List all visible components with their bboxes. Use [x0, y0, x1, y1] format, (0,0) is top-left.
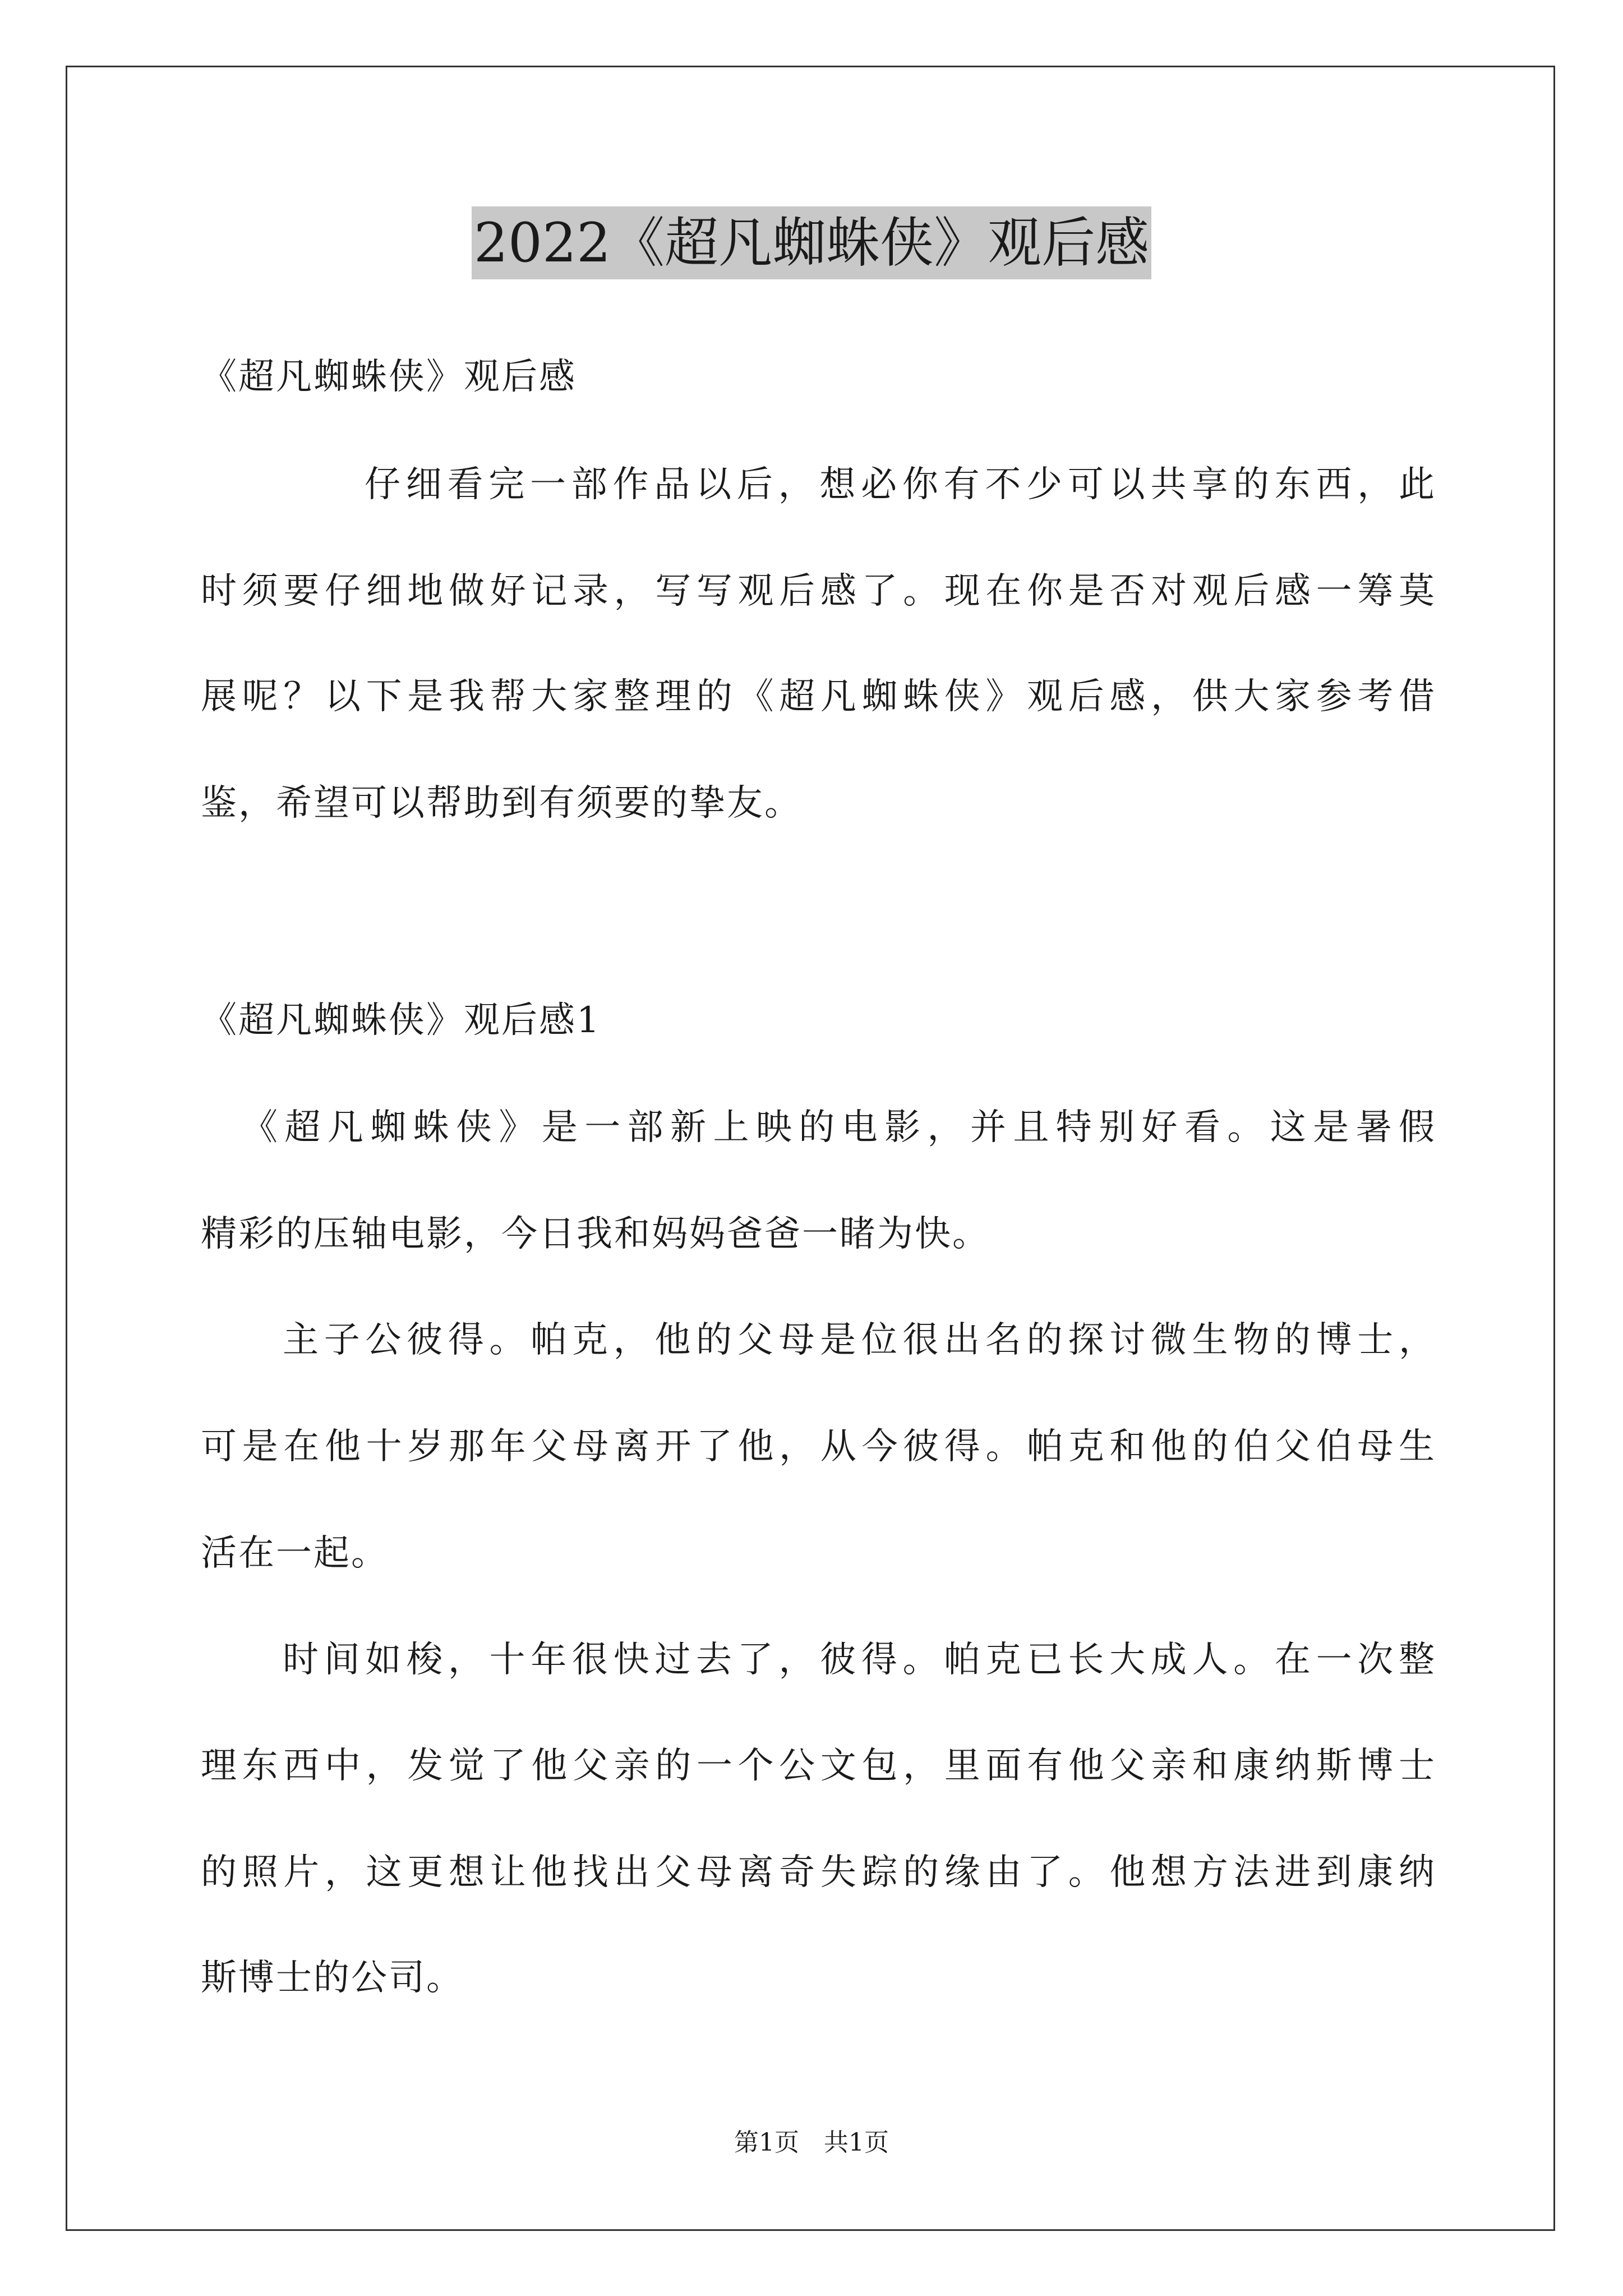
body-line-13: 理东西中，发觉了他父亲的一个公文包，里面有他父亲和康纳斯博士	[201, 1745, 1435, 1787]
body-line-4: 展呢？以下是我帮大家整理的《超凡蜘蛛侠》观后感，供大家参考借	[201, 676, 1435, 717]
section-heading-1: 《超凡蜘蛛侠》观后感1	[201, 1000, 601, 1041]
body-line-15: 斯博士的公司。	[201, 1957, 464, 1999]
body-line-8: 精彩的压轴电影，今日我和妈妈爸爸一睹为快。	[201, 1213, 990, 1255]
page-footer: 第1页 共1页	[734, 2128, 889, 2157]
document-title: 2022《超凡蜘蛛侠》观后感	[472, 206, 1151, 279]
body-line-5: 鉴，希望可以帮助到有须要的挚友。	[201, 783, 802, 824]
title-container	[0, 206, 1623, 279]
body-line-14: 的照片，这更想让他找出父母离奇失踪的缘由了。他想方法进到康纳	[201, 1852, 1435, 1893]
body-line-9: 主子公彼得。帕克，他的父母是位很出名的探讨微生物的博士，	[283, 1319, 1435, 1361]
body-line-3: 时须要仔细地做好记录，写写观后感了。现在你是否对观后感一筹莫	[201, 570, 1435, 612]
body-line-12: 时间如梭，十年很快过去了，彼得。帕克已长大成人。在一次整	[283, 1639, 1435, 1681]
body-line-1: 《超凡蜘蛛侠》观后感	[201, 356, 577, 398]
body-line-2: 仔细看完一部作品以后，想必你有不少可以共享的东西，此	[365, 464, 1435, 505]
body-line-10: 可是在他十岁那年父母离开了他，从今彼得。帕克和他的伯父伯母生	[201, 1426, 1435, 1467]
body-line-11: 活在一起。	[201, 1533, 389, 1574]
body-line-7: 《超凡蜘蛛侠》是一部新上映的电影，并且特别好看。这是暑假	[242, 1107, 1435, 1148]
